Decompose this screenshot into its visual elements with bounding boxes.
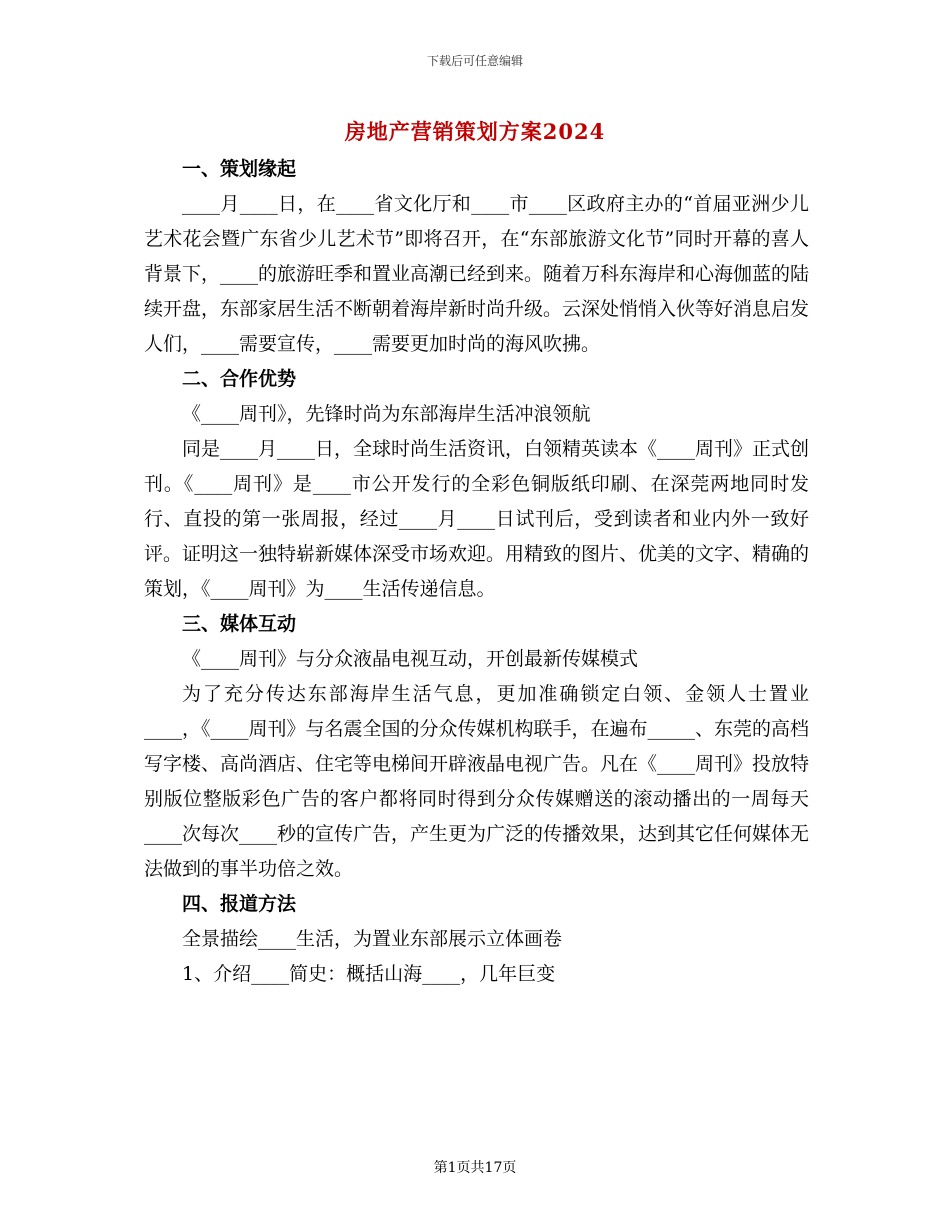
section-subheading: 全景描绘____生活，为置业东部展示立体画卷 xyxy=(182,928,563,950)
header-note: 下载后可任意编辑 xyxy=(426,54,523,68)
paragraph: 为了充分传达东部海岸生活气息，更加准确锁定白领、金领人士置业____，《____周刊》与名震全国的分众传媒机构联手，在遍布_____、东莞的高档写字楼、高尚酒店、住宅等电梯间开辟液晶电视广告。凡在《____周刊》投放特别版位整版彩色广告的客户都将同时得到分众传媒赠送的滚动播出的一周每天____次每次____秒的宣传广告，产生更为广泛的传播效果，达到其它任何媒体无法做到的事半功倍之效。 xyxy=(144,683,810,880)
section-subheading: 《____周刊》，先锋时尚为东部海岸生活冲浪领航 xyxy=(182,403,591,425)
section-heading: 一、策划缘起 xyxy=(182,158,297,180)
page-footer: 第1页共17页 xyxy=(433,1160,517,1176)
section-subheading: 《____周刊》与分众液晶电视互动，开创最新传媒模式 xyxy=(182,648,639,670)
paragraph: 同是____月____日，全球时尚生活资讯，白领精英读本《____周刊》正式创刊。《____周刊》是____市公开发行的全彩色铜版纸印刷、在深莞两地同时发行、直投的第一张周报，经过____月____日试刊后，受到读者和业内外一致好评。证明这一独特崭新媒体深受市场欢迎。用精致的图片、优美的文字、精确的策划，《____周刊》为____生活传递信息。 xyxy=(144,438,810,600)
section-heading: 四、报道方法 xyxy=(182,893,297,915)
section-heading: 三、媒体互动 xyxy=(182,613,297,635)
section-heading: 二、合作优势 xyxy=(182,368,297,390)
document-title: 房地产营销策划方案2024 xyxy=(344,119,606,144)
document-body xyxy=(144,152,809,992)
paragraph: ____月____日，在____省文化厅和____市____区政府主办的“首届亚洲少儿艺术花会暨广东省少儿艺术节”即将召开，在“东部旅游文化节”同时开幕的喜人背景下，____的旅游旺季和置业高潮已经到来。随着万科东海岸和心海伽蓝的陆续开盘，东部家居生活不断朝着海岸新时尚升级。云深处悄悄入伙等好消息启发人们，____需要宣传，____需要更加时尚的海风吹拂。 xyxy=(144,193,810,355)
paragraph: 1、介绍____简史：概括山海____，几年巨变 xyxy=(182,963,556,985)
